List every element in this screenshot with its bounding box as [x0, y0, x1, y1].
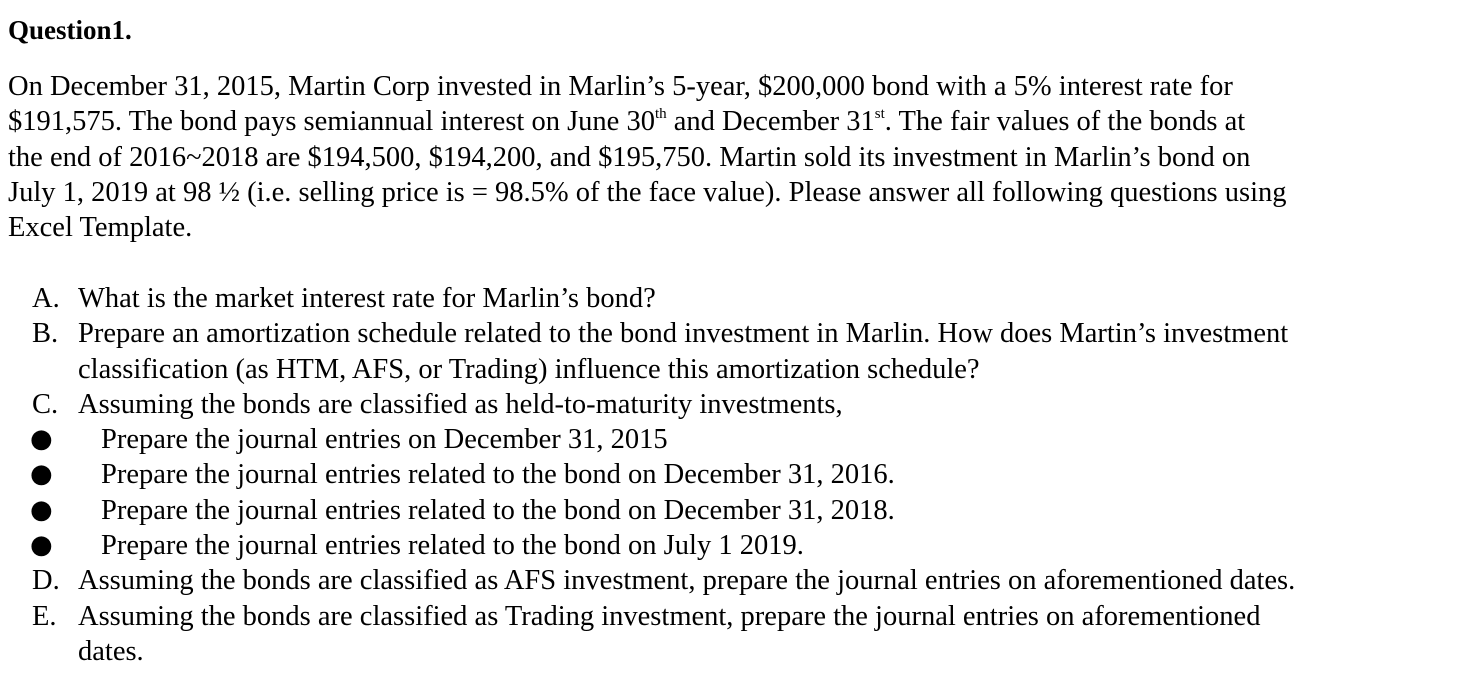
question-e-text-line-1: Assuming the bonds are classified as Trading investment, prepare the journal entries on aforementioned — [78, 600, 1261, 632]
question-c-text: Assuming the bonds are classified as held-to-maturity investments, — [78, 388, 843, 420]
intro-line-4: July 1, 2019 at 98 ½ (i.e. selling price is = 98.5% of the face value). Please answer all following questions using — [8, 176, 1287, 208]
question-c — [8, 387, 1448, 422]
question-b-text-line-2: classification (as HTM, AFS, or Trading) influence this amortization schedule? — [78, 353, 980, 385]
bullet-item — [8, 422, 1448, 457]
question-b-text-line-1: Prepare an amortization schedule related to the bond investment in Marlin. How does Martin’s investment — [78, 318, 1289, 350]
intro-line-3: the end of 2016~2018 are $194,500, $194,200, and $195,750. Martin sold its investment in Marlin’s bond on — [8, 141, 1251, 173]
question-heading: Question1. — [8, 15, 132, 45]
bullet-item — [8, 457, 1448, 492]
bullet-item — [8, 528, 1448, 563]
intro-line-2-part-b: and December 31 — [666, 106, 875, 138]
intro-line-1: On December 31, 2015, Martin Corp invested in Marlin’s 5-year, $200,000 bond with a 5% interest rate for — [8, 71, 1233, 102]
question-e-continuation — [8, 634, 1448, 669]
question-c-marker: C. — [32, 388, 59, 420]
question-e-text-line-2: dates. — [78, 635, 144, 667]
superscript-st: st — [874, 105, 885, 122]
question-a — [8, 281, 1448, 316]
bullet-icon: ● — [30, 530, 53, 561]
bullet-icon: ● — [30, 424, 53, 455]
question-b-continuation — [8, 352, 1448, 387]
intro-line-2 — [8, 104, 1448, 139]
bullet-item — [8, 493, 1448, 528]
bullet-icon: ● — [30, 459, 53, 490]
question-d-text: Assuming the bonds are classified as AFS investment, prepare the journal entries on aforementioned dates. — [78, 565, 1296, 597]
bullet-text: Prepare the journal entries related to the bond on December 31, 2016. — [101, 459, 895, 491]
question-a-marker: A. — [32, 283, 60, 314]
intro-line-2-part-a: $191,575. The bond pays semiannual interest on June 30 — [8, 106, 655, 138]
question-d — [8, 563, 1448, 598]
bullet-icon: ● — [30, 494, 53, 525]
bullet-text: Prepare the journal entries related to the bond on December 31, 2018. — [101, 494, 895, 526]
question-b-marker: B. — [32, 318, 59, 350]
intro-line-5: Excel Template. — [8, 212, 193, 244]
question-e-marker: E. — [32, 600, 57, 632]
intro-line-2-part-c: . The fair values of the bonds at — [884, 106, 1246, 138]
bullet-text: Prepare the journal entries on December 31, 2015 — [101, 424, 668, 456]
question-a-text: What is the market interest rate for Marlin’s bond? — [78, 283, 656, 314]
question-d-marker: D. — [32, 565, 60, 597]
question-e — [8, 599, 1448, 634]
intro-paragraph — [8, 69, 1448, 245]
bullet-text: Prepare the journal entries related to the bond on July 1 2019. — [101, 530, 804, 562]
superscript-th: th — [654, 105, 667, 122]
question-list — [8, 281, 1448, 669]
question-b — [8, 316, 1448, 351]
